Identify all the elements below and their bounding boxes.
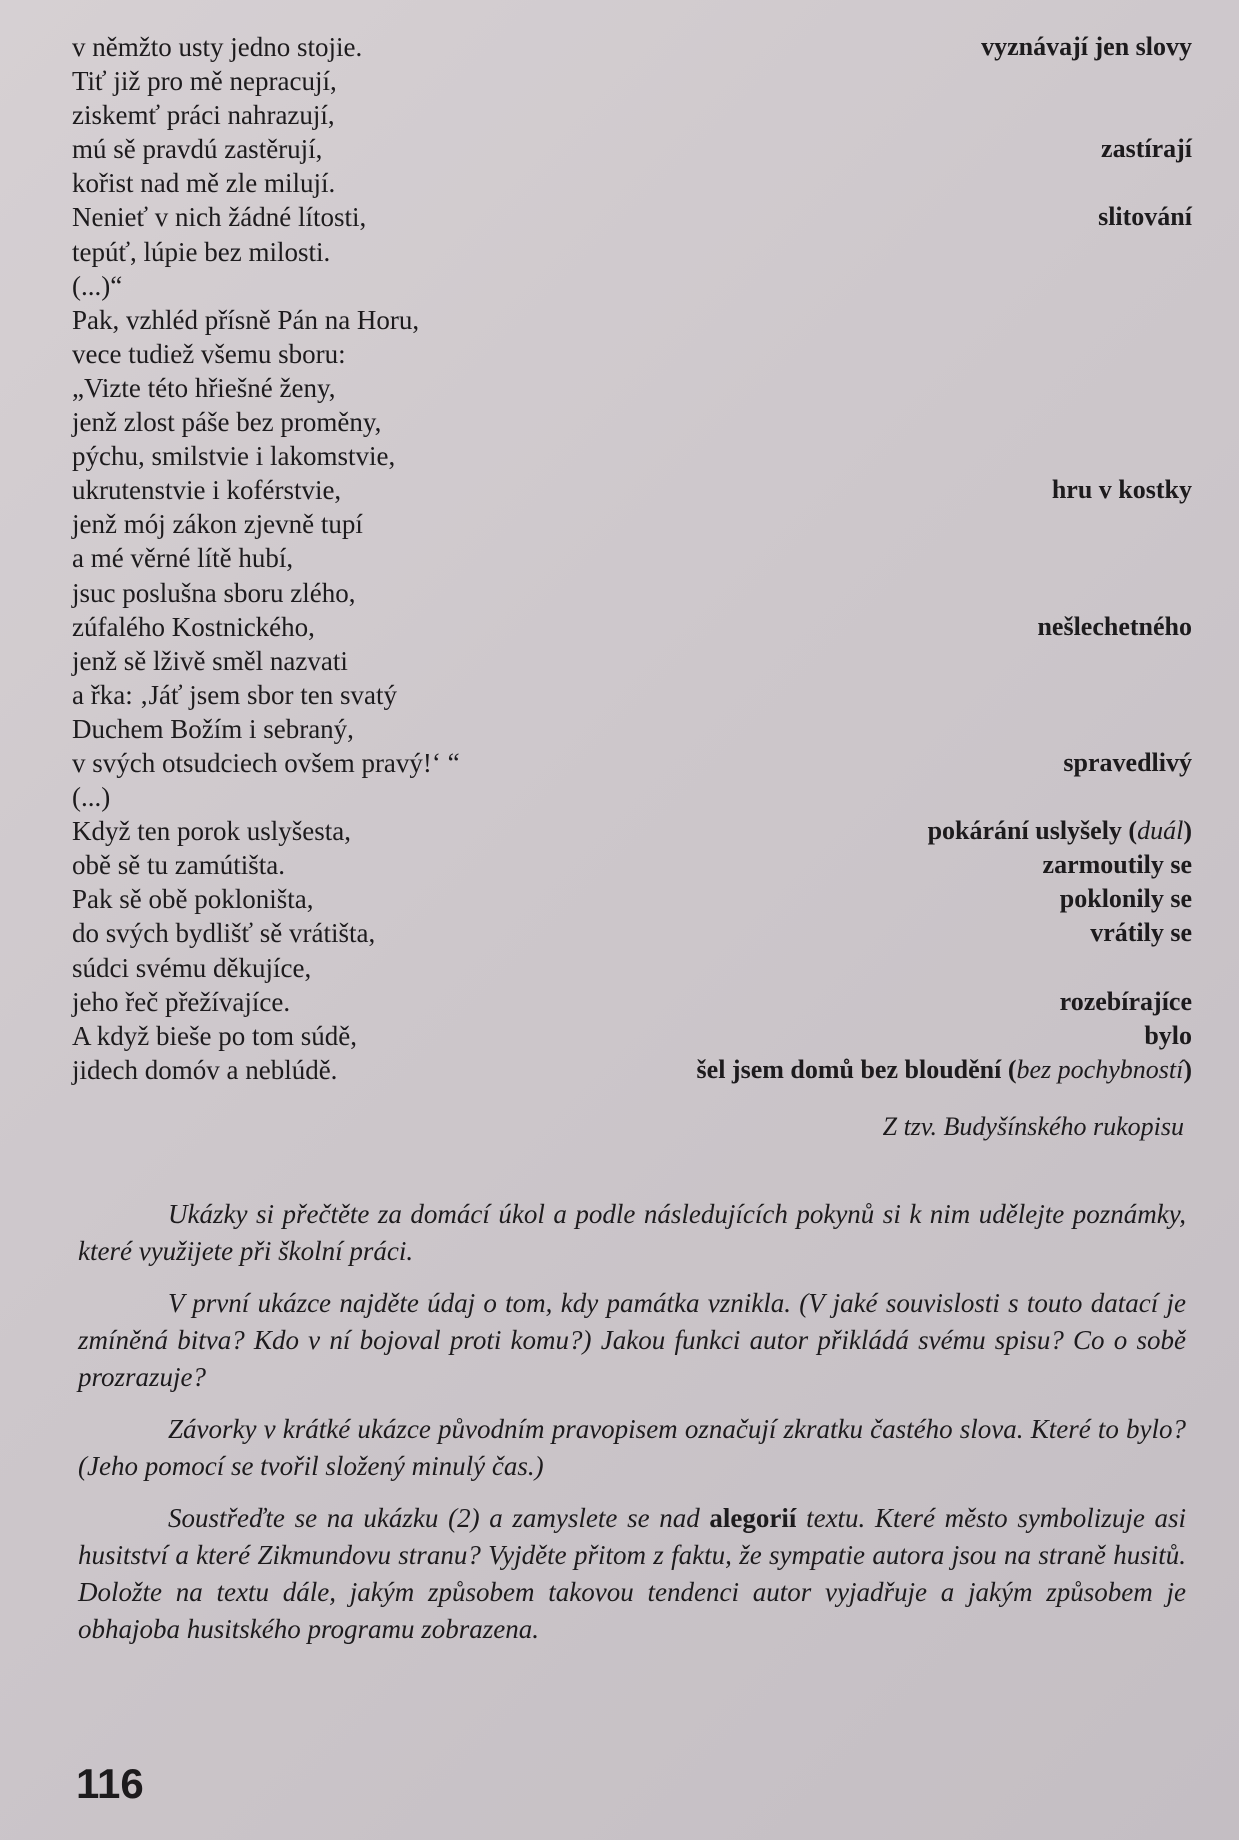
poem-line	[72, 507, 1192, 541]
verse-text: jsuc poslušna sboru zlého,	[72, 577, 356, 608]
verse-text: kořist nad mě zle milují.	[72, 168, 336, 199]
gloss-translation: rozebírajíce	[1059, 986, 1192, 1016]
gloss-translation: zarmoutily se	[1042, 850, 1192, 880]
instruction-paragraph: V první ukázce najděte údaj o tom, kdy památka vznikla. (V jaké souvislosti s touto datací je zmíněná bitva? Kdo v ní bojoval proti komu?) Jakou funkci autor přikládá svému spisu? Co o sobě prozrazuje?	[78, 1288, 1186, 1392]
poem-line	[72, 1053, 1192, 1087]
verse-text: ukrutenstvie i koférstvie,	[72, 475, 342, 506]
poem-line	[72, 405, 1192, 439]
poem-line	[72, 439, 1192, 473]
poem-line	[72, 98, 1192, 132]
verse-text: jeho řeč přežívajíce.	[72, 986, 291, 1017]
poem-line	[72, 848, 1192, 882]
instruction-paragraph: Závorky v krátké ukázce původním pravopisem označují zkratku častého slova. Které to bylo? (Jeho pomocí se tvořil složený minulý čas.)	[78, 1414, 1186, 1481]
poem-line	[72, 269, 1192, 303]
verse-text: jenž mój zákon zjevně tupí	[72, 509, 363, 540]
gloss-translation: slitování	[1098, 202, 1192, 232]
poem-line	[72, 644, 1192, 678]
verse-text: súdci svému děkujíce,	[72, 952, 312, 983]
poem-line	[72, 712, 1192, 746]
poem-line	[72, 166, 1192, 200]
verse-text: a mé věrné lítě hubí,	[72, 543, 294, 574]
instruction-paragraph: Ukázky si přečtěte za domácí úkol a podle následujících pokynů si k nim udělejte poznámky, které využijete při školní práci.	[78, 1199, 1186, 1266]
poem-line	[72, 64, 1192, 98]
verse-text: Duchem Božím i sebraný,	[72, 713, 354, 744]
verse-text: „Vizte této hřiešné ženy,	[72, 372, 336, 403]
gloss-translation: bylo	[1144, 1020, 1192, 1050]
verse-text: tepúť, lúpie bez milosti.	[72, 236, 331, 267]
gloss-translation: zastírají	[1101, 134, 1192, 164]
poem-line	[72, 132, 1192, 166]
poem-line	[72, 610, 1192, 644]
poem-line	[72, 1019, 1192, 1053]
verse-text: vece tudiež všemu sboru:	[72, 338, 346, 369]
gloss-translation: poklonily se	[1059, 884, 1192, 914]
task-instructions	[78, 1196, 1186, 1663]
gloss-translation: pokárání uslyšely (duál)	[927, 816, 1192, 846]
poem-line	[72, 576, 1192, 610]
poem-line	[72, 814, 1192, 848]
gloss-translation: vyznávají jen slovy	[981, 32, 1192, 61]
page-number: 116	[76, 1760, 144, 1807]
verse-text: Pak, vzhléd přísně Pán na Horu,	[72, 304, 420, 335]
poem-line	[72, 916, 1192, 950]
poem-line	[72, 303, 1192, 337]
gloss-translation: vrátily se	[1090, 918, 1192, 948]
verse-text: ziskemť práci nahrazují,	[72, 100, 335, 131]
poem-line	[72, 30, 1192, 64]
gloss-translation: hru v kostky	[1051, 475, 1192, 505]
poem-line	[72, 371, 1192, 405]
verse-text: Tiť již pro mě nepracují,	[72, 66, 337, 97]
poem-line	[72, 337, 1192, 371]
verse-text: a řka: ‚Jáť jsem sbor ten svatý	[72, 679, 397, 710]
poem-line	[72, 882, 1192, 916]
gloss-translation: nešlechetného	[1037, 611, 1192, 641]
gloss-note: duál	[1137, 816, 1184, 846]
verse-text: jenž sě lživě směl nazvati	[72, 645, 348, 676]
verse-text: Nenieť v nich žádné lítosti,	[72, 202, 367, 233]
poem-line	[72, 780, 1192, 814]
verse-text: v němžto usty jedno stojie.	[72, 32, 363, 62]
verse-text: obě sě tu zamútišta.	[72, 850, 285, 881]
poem-excerpt	[72, 30, 1192, 1087]
poem-line	[72, 200, 1192, 234]
poem-line	[72, 541, 1192, 575]
verse-text: Když ten porok uslyšesta,	[72, 816, 351, 847]
verse-text: (...)“	[72, 270, 123, 301]
instruction-paragraph: Soustřeďte se na ukázku (2) a zamyslete se nad alegorií textu. Které město symbolizuje asi husitství a které Zikmundovu stranu? Vyjděte přitom z faktu, že sympatie autora jsou na straně husitů. Doložte na textu dále, jakým způsobem takovou tendenci autor vyjadřuje a jakým způsobem je obhajoba husitského programu zobrazena.	[78, 1503, 1186, 1644]
source-attribution: Z tzv. Budyšínského rukopisu	[882, 1112, 1184, 1141]
verse-text: v svých otsudciech ovšem pravý!‘ “	[72, 747, 460, 778]
poem-line	[72, 678, 1192, 712]
verse-text: jenž zlost páše bez proměny,	[72, 407, 382, 438]
verse-text: (...)	[72, 782, 111, 813]
verse-text: do svých bydlišť sě vrátišta,	[72, 918, 376, 949]
gloss-translation: šel jsem domů bez bloudění (bez pochybností)	[696, 1054, 1192, 1084]
gloss-note: bez pochybností	[1016, 1054, 1184, 1084]
highlighted-term: alegorií	[709, 1503, 797, 1533]
poem-line	[72, 951, 1192, 985]
verse-text: pýchu, smilstvie i lakomstvie,	[72, 441, 396, 472]
verse-text: Pak sě obě pokloništa,	[72, 884, 314, 915]
verse-text: A když bieše po tom súdě,	[72, 1020, 357, 1051]
poem-line	[72, 985, 1192, 1019]
verse-text: zúfalého Kostnického,	[72, 611, 315, 642]
poem-line	[72, 746, 1192, 780]
verse-text: jidech domóv a neblúdě.	[72, 1054, 338, 1085]
poem-line	[72, 235, 1192, 269]
verse-text: mú sě pravdú zastěrují,	[72, 134, 323, 165]
poem-line	[72, 473, 1192, 507]
gloss-translation: spravedlivý	[1063, 747, 1192, 777]
